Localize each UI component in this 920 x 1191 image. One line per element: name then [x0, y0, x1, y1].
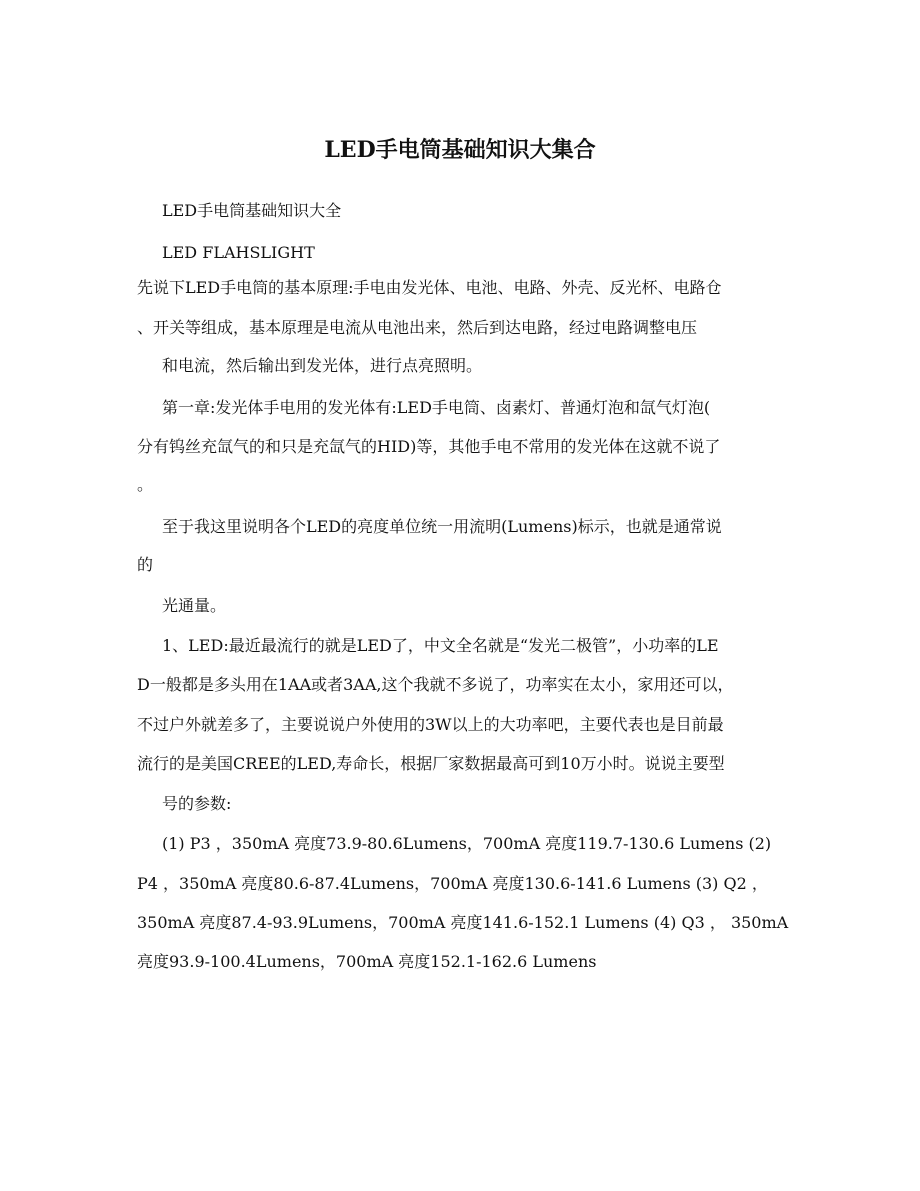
- paragraph-line: 1、LED:最近最流行的就是LED了，中文全名就是“发光二极管”，小功率的LE: [162, 636, 719, 655]
- paragraph-line: 号的参数:: [162, 794, 232, 813]
- spec-line: P4 ，350mA 亮度80.6-87.4Lumens，700mA 亮度130.6-141.6 Lumens (3) Q2 ，: [137, 874, 768, 893]
- spec-line: (1) P3 ，350mA 亮度73.9-80.6Lumens，700mA 亮度119.7-130.6 Lumens (2): [162, 834, 772, 853]
- paragraph-line: 的: [137, 555, 154, 574]
- spec-line: 350mA 亮度87.4-93.9Lumens，700mA 亮度141.6-152.1 Lumens (4) Q3 ， 350mA: [137, 913, 789, 932]
- paragraph-line: 至于我这里说明各个LED的亮度单位统一用流明(Lumens)标示，也就是通常说: [162, 517, 722, 536]
- document-title: LED手电筒基础知识大集合: [324, 137, 596, 163]
- paragraph-line: 、开关等组成，基本原理是电流从电池出来，然后到达电路，经过电路调整电压: [137, 318, 698, 337]
- paragraph-line: 先说下LED手电筒的基本原理:手电由发光体、电池、电路、外壳、反光杯、电路仓: [137, 278, 722, 297]
- subtitle-english-line: LED FLAHSLIGHT: [162, 243, 315, 262]
- spec-line: 亮度93.9-100.4Lumens，700mA 亮度152.1-162.6 Lumens: [137, 952, 597, 971]
- paragraph-line: 流行的是美国CREE的LED,寿命长，根据厂家数据最高可到10万小时。说说主要型: [137, 754, 725, 773]
- paragraph-line: 。: [137, 475, 154, 494]
- subtitle-line: LED手电筒基础知识大全: [162, 201, 342, 220]
- paragraph-line: D一般都是多头用在1AA或者3AA,这个我就不多说了，功率实在太小，家用还可以，: [137, 675, 734, 694]
- paragraph-line: 光通量。: [162, 596, 227, 615]
- paragraph-line: 第一章:发光体手电用的发光体有:LED手电筒、卤素灯、普通灯泡和氙气灯泡(: [162, 398, 711, 417]
- paragraph-line: 和电流，然后输出到发光体，进行点亮照明。: [162, 356, 483, 375]
- paragraph-line: 不过户外就差多了，主要说说户外使用的3W以上的大功率吧，主要代表也是目前最: [137, 715, 724, 734]
- paragraph-line: 分有钨丝充氙气的和只是充氙气的HID)等，其他手电不常用的发光体在这就不说了: [137, 437, 721, 456]
